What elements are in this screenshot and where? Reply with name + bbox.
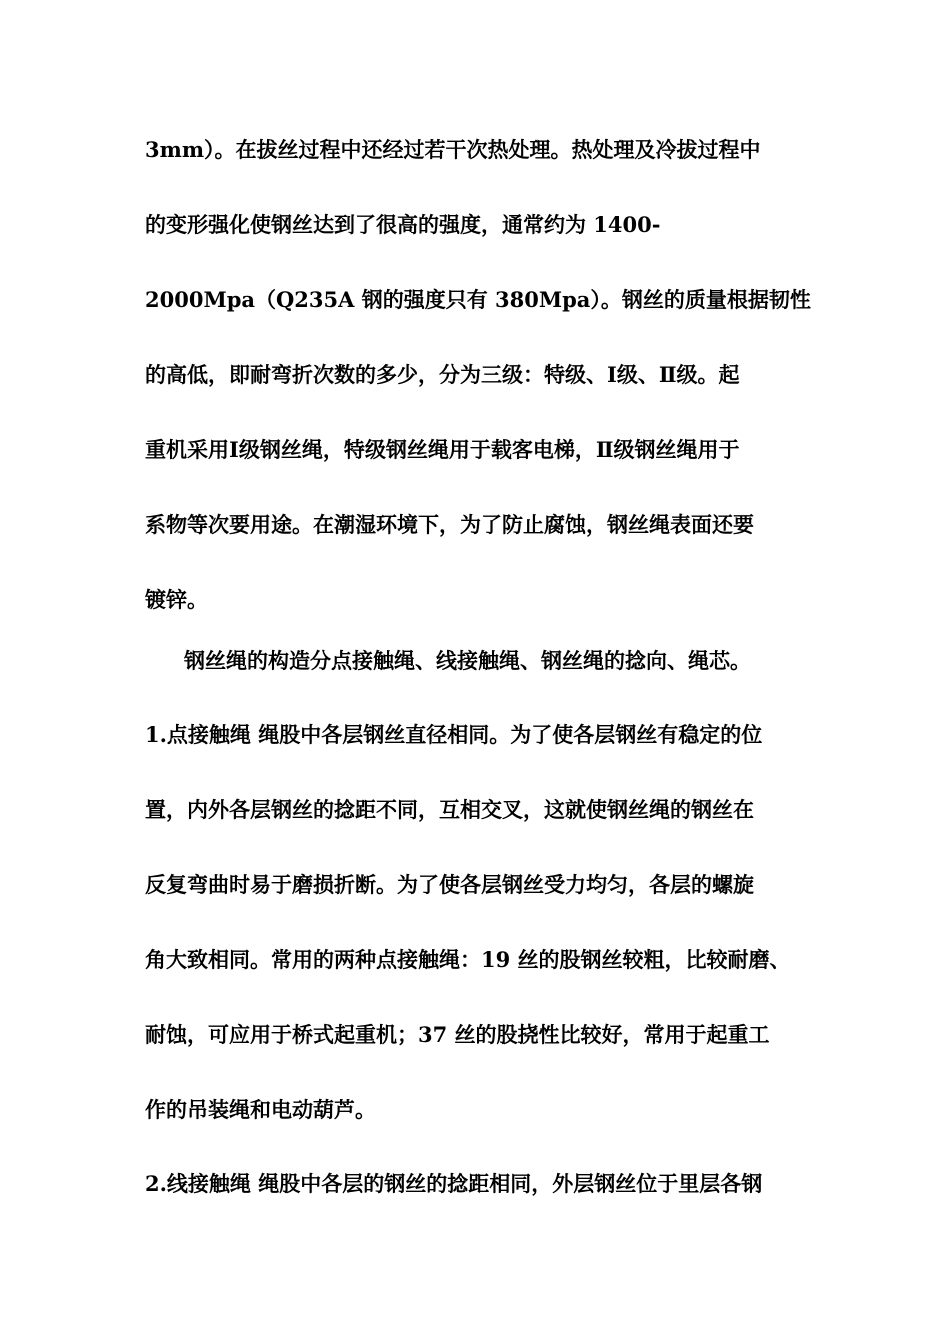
text-line: 反复弯曲时易于磨损折断。为了使各层钢丝受力均匀，各层的螺旋 [145, 872, 754, 897]
text-line: 角大致相同。常用的两种点接触绳：19 丝的股钢丝较粗，比较耐磨、 [145, 947, 791, 972]
text-line: 系物等次要用途。在潮湿环境下，为了防止腐蚀，钢丝绳表面还要 [145, 512, 754, 537]
paragraph-indented-line: 钢丝绳的构造分点接触绳、线接触绳、钢丝绳的捻向、绳芯。 [184, 648, 751, 673]
text-line: 2000Mpa（Q235A 钢的强度只有 380Mpa）。钢丝的质量根据韧性 [145, 287, 811, 312]
numbered-item-heading-line: 2.线接触绳 绳股中各层的钢丝的捻距相同，外层钢丝位于里层各钢 [145, 1171, 763, 1196]
text-line: 重机采用Ⅰ级钢丝绳，特级钢丝绳用于载客电梯，Ⅱ级钢丝绳用于 [145, 437, 740, 462]
numbered-item-heading-line: 1.点接触绳 绳股中各层钢丝直径相同。为了使各层钢丝有稳定的位 [145, 722, 763, 747]
text-line: 3mm）。在拔丝过程中还经过若干次热处理。热处理及冷拔过程中 [145, 137, 761, 162]
text-line: 的变形强化使钢丝达到了很高的强度，通常约为 1400- [145, 212, 661, 237]
text-line: 置，内外各层钢丝的捻距不同，互相交叉，这就使钢丝绳的钢丝在 [145, 797, 754, 822]
text-line: 作的吊装绳和电动葫芦。 [145, 1097, 376, 1122]
text-line: 的高低，即耐弯折次数的多少，分为三级：特级、Ⅰ级、Ⅱ级。起 [145, 362, 740, 387]
text-line: 耐蚀，可应用于桥式起重机；37 丝的股挠性比较好，常用于起重工 [145, 1022, 770, 1047]
text-line: 镀锌。 [145, 587, 208, 612]
